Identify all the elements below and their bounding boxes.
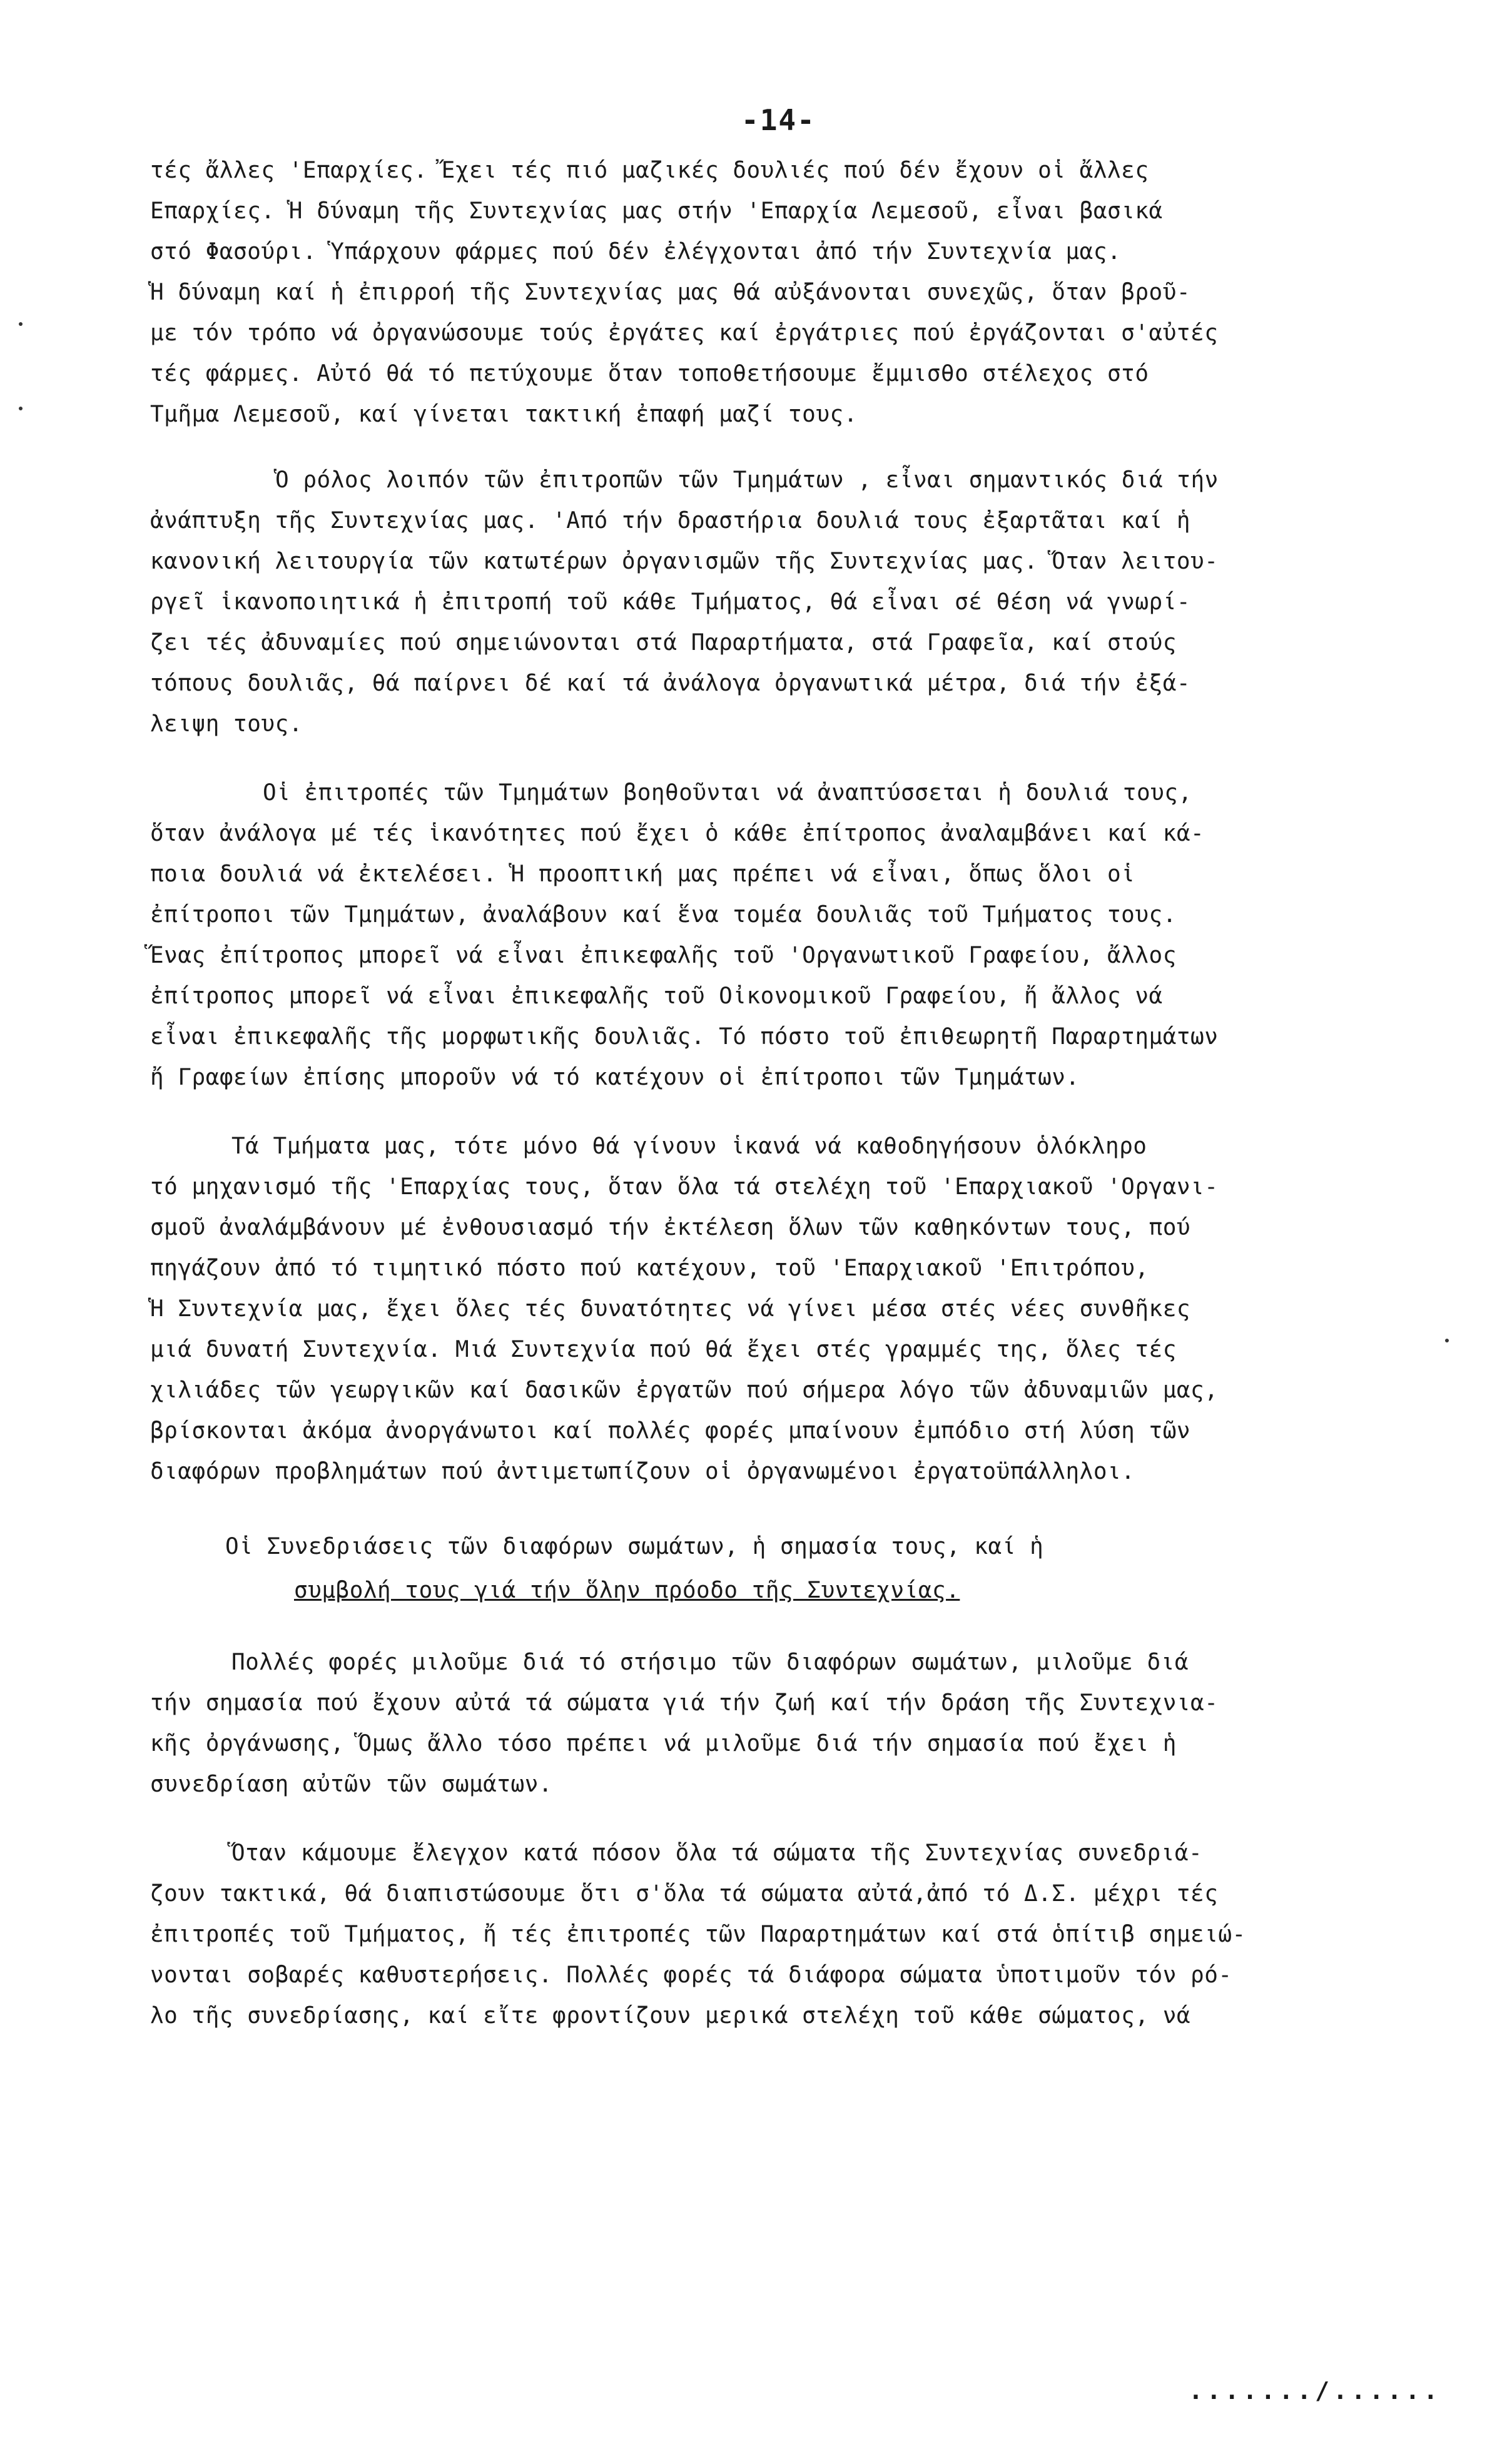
- text-line: τό μηχανισμό τῆς 'Επαρχίας τους, ὅταν ὅλα τά στελέχη τοῦ 'Επαρχιακοῦ 'Οργανι-: [150, 1174, 1219, 1200]
- text-line: τήν σημασία πού ἔχουν αὐτά τά σώματα γιά τήν ζωή καί τήν δράση τῆς Συντεχνια-: [150, 1690, 1219, 1716]
- text-line: ἐπίτροπος μπορεῖ νά εἶναι ἐπικεφαλῆς τοῦ Οἰκονομικοῦ Γραφείου, ἤ ἄλλος νά: [150, 983, 1163, 1009]
- continuation-mark: ......./......: [1189, 2377, 1442, 2405]
- text-line: κῆς ὀργάνωσης, Ὅμως ἄλλο τόσο πρέπει νά μιλοῦμε διά τήν σημασία πού ἔχει ἡ: [150, 1731, 1177, 1757]
- text-line: τές ἄλλες 'Επαρχίες. Ἔχει τές πιό μαζικές δουλιές πού δέν ἔχουν οἱ ἄλλες: [150, 158, 1149, 183]
- scan-speck: [19, 407, 23, 410]
- text-line: ἐπιτροπές τοῦ Τμήματος, ἤ τές ἐπιτροπές τῶν Παραρτημάτων καί στά ὁπίτιβ σημειώ-: [150, 1922, 1246, 1947]
- text-line: μιά δυνατή Συντεχνία. Μιά Συντεχνία πού θά ἔχει στές γραμμές της, ὅλες τές: [150, 1337, 1177, 1362]
- text-line: Ἡ Συντεχνία μας, ἔχει ὅλες τές δυνατότητες νά γίνει μέσα στές νέες συνθῆκες: [150, 1296, 1191, 1322]
- text-line: Πολλές φορές μιλοῦμε διά τό στήσιμο τῶν διαφόρων σωμάτων, μιλοῦμε διά: [231, 1650, 1189, 1675]
- text-line: ποια δουλιά νά ἐκτελέσει. Ἡ προοπτική μας πρέπει νά εἶναι, ὅπως ὅλοι οἱ: [150, 861, 1135, 887]
- text-line: ζουν τακτικά, θά διαπιστώσουμε ὅτι σ'ὅλα τά σώματα αὐτά,ἀπό τό Δ.Σ. μέχρι τές: [150, 1881, 1219, 1907]
- text-line: ἤ Γραφείων ἐπίσης μποροῦν νά τό κατέχουν οἱ ἐπίτροποι τῶν Τμημάτων.: [150, 1065, 1080, 1090]
- text-line: χιλιάδες τῶν γεωργικῶν καί δασικῶν ἐργατῶν πού σήμερα λόγο τῶν ἀδυναμιῶν μας,: [150, 1377, 1219, 1403]
- text-line: βρίσκονται ἀκόμα ἀνοργάνωτοι καί πολλές φορές μπαίνουν ἐμπόδιο στή λύση τῶν: [150, 1418, 1191, 1444]
- section-heading: Οἱ Συνεδριάσεις τῶν διαφόρων σωμάτων, ἡ σημασία τους, καί ἡ: [225, 1534, 1044, 1559]
- text-line: ργεῖ ἱκανοποιητικά ἡ ἐπιτροπή τοῦ κάθε Τμήματος, θά εἶναι σέ θέση νά γνωρί-: [150, 589, 1191, 615]
- text-line: εἶναι ἐπικεφαλῆς τῆς μορφωτικῆς δουλιᾶς. Τό πόστο τοῦ ἐπιθεωρητῆ Παραρτημάτων: [150, 1024, 1219, 1050]
- text-line: Τά Τμήματα μας, τότε μόνο θά γίνουν ἱκανά νά καθοδηγήσουν ὁλόκληρο: [231, 1133, 1147, 1159]
- text-line: Οἱ ἐπιτροπές τῶν Τμημάτων βοηθοῦνται νά ἀναπτύσσεται ἡ δουλιά τους,: [263, 780, 1192, 806]
- text-line: νονται σοβαρές καθυστερήσεις. Πολλές φορές τά διάφορα σώματα ὑποτιμοῦν τόν ρό-: [150, 1962, 1232, 1988]
- section-heading: συμβολή τους γιά τήν ὅλην πρόοδο τῆς Συντεχνίας.: [294, 1578, 960, 1603]
- text-line: Ὁ ρόλος λοιπόν τῶν ἐπιτροπῶν τῶν Τμημάτων , εἶναι σημαντικός διά τήν: [275, 467, 1219, 493]
- text-line: ὅταν ἀνάλογα μέ τές ἱκανότητες πού ἔχει ὁ κάθε ἐπίτροπος ἀναλαμβάνει καί κά-: [150, 821, 1205, 846]
- text-line: διαφόρων προβλημάτων πού ἀντιμετωπίζουν οἱ ὀργανωμένοι ἐργατοϋπάλληλοι.: [150, 1459, 1135, 1484]
- text-line: Ἕνας ἐπίτροπος μπορεῖ νά εἶναι ἐπικεφαλῆς τοῦ 'Οργανωτικοῦ Γραφείου, ἄλλος: [150, 943, 1177, 968]
- text-line: ζει τές ἀδυναμίες πού σημειώνονται στά Παραρτήματα, στά Γραφεῖα, καί στούς: [150, 630, 1177, 656]
- text-line: Τμῆμα Λεμεσοῦ, καί γίνεται τακτική ἐπαφή μαζί τους.: [150, 402, 858, 427]
- text-line: λο τῆς συνεδρίασης, καί εἴτε φροντίζουν μερικά στελέχη τοῦ κάθε σώματος, νά: [150, 2003, 1191, 2029]
- scan-speck: [1445, 1339, 1449, 1342]
- text-line: συνεδρίαση αὐτῶν τῶν σωμάτων.: [150, 1772, 553, 1797]
- text-line: με τόν τρόπο νά ὀργανώσουμε τούς ἐργάτες καί ἐργάτριες πού ἐργάζονται σ'αὐτές: [150, 320, 1219, 346]
- text-line: ἐπίτροποι τῶν Τμημάτων, ἀναλάβουν καί ἕνα τομέα δουλιᾶς τοῦ Τμήματος τους.: [150, 902, 1177, 928]
- text-line: Ἡ δύναμη καί ἡ ἐπιρροή τῆς Συντεχνίας μας θά αὐξάνονται συνεχῶς, ὅταν βροῦ-: [150, 280, 1191, 305]
- text-line: λειψη τους.: [150, 711, 303, 737]
- text-line: κανονική λειτουργία τῶν κατωτέρων ὀργανισμῶν τῆς Συντεχνίας μας. Ὅταν λειτου-: [150, 549, 1219, 574]
- text-line: πηγάζουν ἀπό τό τιμητικό πόστο πού κατέχουν, τοῦ 'Επαρχιακοῦ 'Επιτρόπου,: [150, 1255, 1149, 1281]
- scan-speck: [19, 322, 23, 326]
- text-line: τές φάρμες. Αὐτό θά τό πετύχουμε ὅταν τοποθετήσουμε ἔμμισθο στέλεχος στό: [150, 361, 1149, 387]
- page-number: -14-: [741, 103, 816, 137]
- text-line: Επαρχίες. Ἡ δύναμη τῆς Συντεχνίας μας στήν 'Επαρχία Λεμεσοῦ, εἶναι βασικά: [150, 198, 1163, 224]
- text-line: Ὅταν κάμουμε ἔλεγχον κατά πόσον ὅλα τά σώματα τῆς Συντεχνίας συνεδριά-: [231, 1840, 1203, 1866]
- text-line: τόπους δουλιᾶς, θά παίρνει δέ καί τά ἀνάλογα ὀργανωτικά μέτρα, διά τήν ἐξά-: [150, 671, 1191, 696]
- text-line: στό Φασούρι. Ὑπάρχουν φάρμες πού δέν ἐλέγχονται ἀπό τήν Συντεχνία μας.: [150, 239, 1122, 265]
- text-line: σμοῦ ἀναλάμβάνουν μέ ἐνθουσιασμό τήν ἐκτέλεση ὅλων τῶν καθηκόντων τους, πού: [150, 1215, 1191, 1240]
- text-line: ἀνάπτυξη τῆς Συντεχνίας μας. 'Από τήν δραστήρια δουλιά τους ἐξαρτᾶται καί ἡ: [150, 508, 1191, 534]
